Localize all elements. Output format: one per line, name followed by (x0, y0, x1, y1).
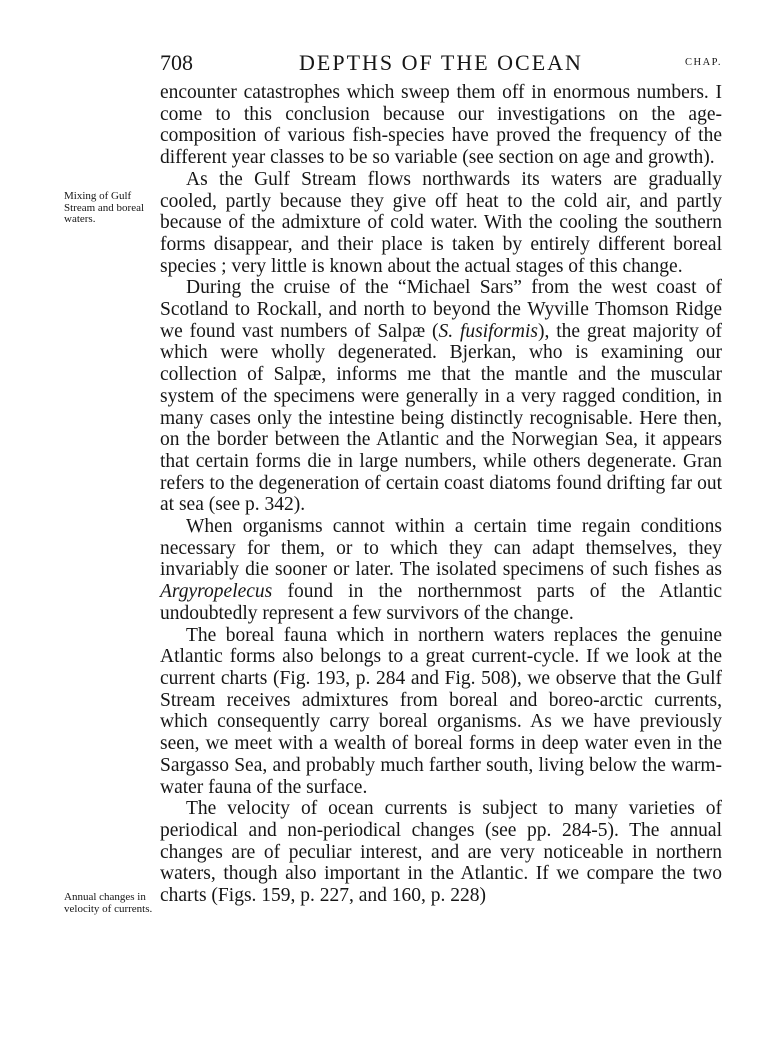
paragraph-michael-sars-cruise: During the cruise of the “Michael Sars” from the west coast of Scotland to Rockall, and north to beyond the Wyville Thomson Ridge we found vast numbers of Salpæ (S. fusiformis), the great majority of which were wholly degenerated. Bjerkan, who is examining our collection of Salpæ, informs me that the mantle and the muscular system of the specimens were generally in a very ragged condition, in many cases only the intestine being distinctly recognisable. Here then, on the border between the Atlantic and the Norwegian Sea, it appears that certain forms die in large numbers, while others degenerate. Gran refers to the degeneration of certain coast diatoms found drifting far out at sea (see p. 342). (160, 277, 722, 516)
page-number: 708 (160, 50, 193, 75)
species-name: S. fusiformis (438, 320, 538, 342)
body-text (160, 82, 722, 907)
paragraph-gulf-stream-cooling: As the Gulf Stream flows northwards its waters are gradually cooled, partly because they give off heat to the cold air, and partly because of the admixture of cold water. With the cooling the southern forms disappear, and their place is taken by entirely different boreal species ; very little is known about the actual stages of this change. (160, 168, 722, 277)
running-title: DEPTHS OF THE OCEAN (299, 50, 583, 75)
margin-note-mixing: Mixing of Gulf Stream and boreal waters. (64, 190, 145, 225)
paragraph-continuation: encounter catastrophes which sweep them off in enormous numbers. I come to this conclusion because our investigations on the age-composition of various fish-species have proved the frequency of the different year classes to be so variable (see section on age and growth). (160, 82, 722, 169)
paragraph-current-velocity: The velocity of ocean currents is subject to many varieties of periodical and non-periodical changes (see pp. 284-5). The annual changes are of peculiar interest, and are very noticeable in northern waters, though also important in the Atlantic. If we compare the two charts (Figs. 159, p. 227, and 160, p. 228) (160, 798, 722, 907)
page-header (160, 50, 722, 78)
chapter-label: CHAP. (685, 57, 722, 68)
paragraph-boreal-fauna: The boreal fauna which in northern waters replaces the genuine Atlantic forms also belongs to a great current-cycle. If we look at the current charts (Fig. 193, p. 284 and Fig. 508), we observe that the Gulf Stream receives admixtures from boreal and boreo-arctic currents, which consequently carry boreal organisms. As we have previously seen, we meet with a wealth of boreal forms in deep water even in the Sargasso Sea, and probably much farther south, living below the warm-water fauna of the surface. (160, 624, 722, 798)
margin-note-annual-changes: Annual changes in velocity of currents. (64, 891, 153, 915)
paragraph-organisms-survival: When organisms cannot within a certain time regain conditions necessary for them, or to which they can adapt themselves, they invariably die sooner or later. The isolated specimens of such fishes as Argyropelecus found in the northernmost parts of the Atlantic undoubtedly represent a few survivors of the change. (160, 516, 722, 624)
genus-name: Argyropelecus (160, 581, 273, 603)
